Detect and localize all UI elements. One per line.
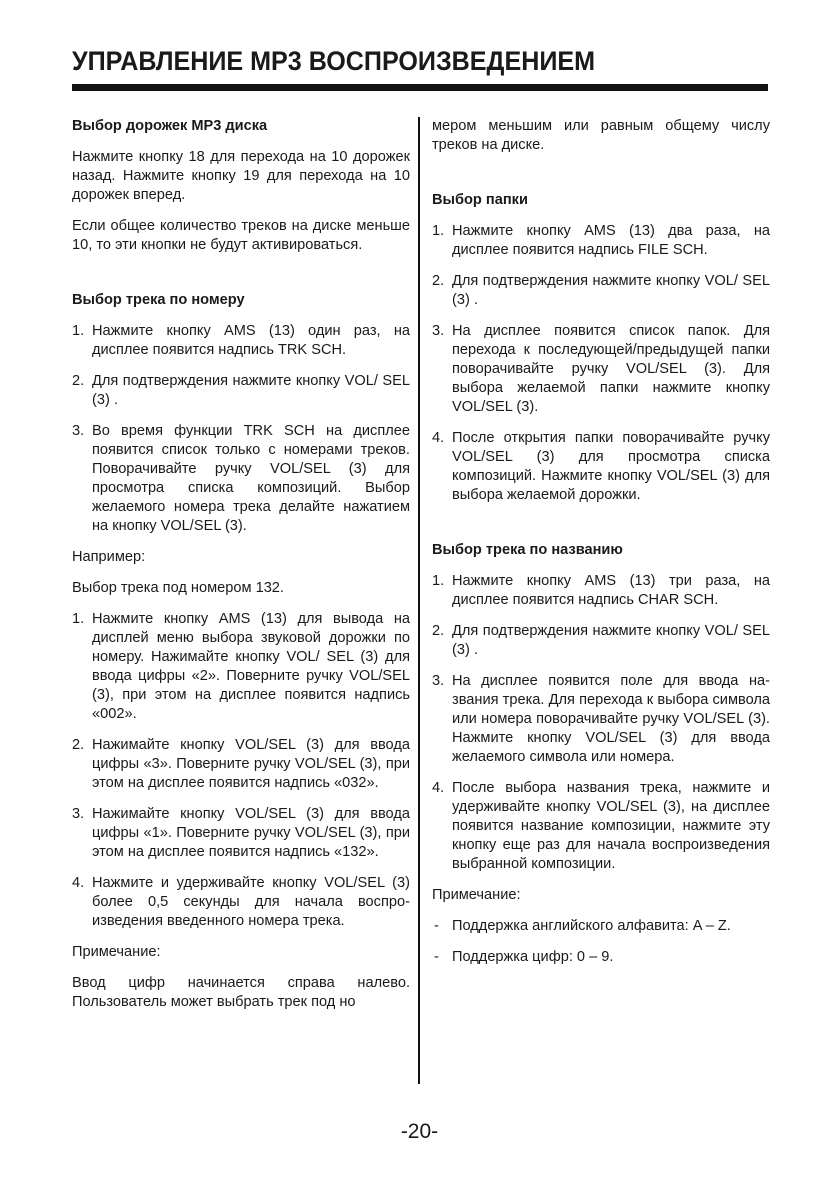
list-text: Для подтверждения нажмите кнопку VOL/ SEL (3) . — [92, 373, 410, 408]
list-text: После открытия папки поворачивайте ручку VOL/SEL (3) для просмотра списка композиций. Нажмите кнопку VOL/SEL (3) для выбора желаемой дорожки. — [452, 430, 770, 503]
list-text: Поддержка английского алфавита: A – Z. — [452, 918, 731, 934]
list-item — [432, 222, 770, 260]
list-text: На дисплее появится поле для ввода названия трека. Для перехода к выбора символа или номера поворачивайте ручку VOL/SEL (3). Нажмите кнопку VOL/SEL (3) для ввода желаемого символа или номера. — [452, 673, 770, 765]
note-label: Примечание: — [432, 887, 521, 903]
list-item — [432, 779, 770, 874]
list-text: Нажмите кнопку AMS (13) один раз, на дисплее появится надпись TRK SCH. — [92, 323, 410, 358]
list-number: 1. — [432, 573, 445, 589]
dash-marker: - — [434, 918, 439, 934]
paragraph: Если общее количество треков на диске меньше 10, то эти кнопки не будут активироваться. — [72, 218, 410, 253]
list-number: 1. — [72, 323, 85, 339]
section-heading-track-by-number: Выбор трека по номеру — [72, 292, 245, 308]
note-label: Примечание: — [72, 944, 161, 960]
list-item — [72, 372, 410, 410]
section-heading-folder: Выбор папки — [432, 192, 528, 208]
list-text: Нажмите кнопку AMS (13) для вывода на дисплей меню выбора звуковой дорожки по номеру. Нажимайте кнопку VOL/ SEL (3) для ввода цифры «2». Поверните ручку VOL/SEL (3), при этом на дисплее появится надпись «002». — [92, 611, 410, 722]
left-column — [72, 117, 410, 1024]
list-number: 4. — [432, 430, 445, 446]
list-text: Для подтверждения нажмите кнопку VOL/ SEL (3) . — [452, 623, 770, 658]
list-text: Нажмите кнопку AMS (13) два раза, на дисплее появится надпись FILE SCH. — [452, 223, 770, 258]
list-text: Нажмите и удерживайте кнопку VOL/SEL (3) более 0,5 секунды для начала воспроизведения введенного номера трека. — [92, 875, 410, 929]
list-text: Поддержка цифр: 0 – 9. — [452, 949, 614, 965]
list-number: 4. — [72, 875, 85, 891]
example-title: Выбор трека под номером 132. — [72, 580, 284, 596]
numbered-list — [432, 222, 770, 505]
paragraph: Нажмите кнопку 18 для перехода на 10 дорожек назад. Нажмите кнопку 19 для перехода на 10 дорожек вперед. — [72, 149, 410, 203]
list-item — [72, 422, 410, 536]
list-number: 2. — [432, 273, 445, 289]
list-text: Нажимайте кнопку VOL/SEL (3) для ввода цифры «1». Поверните ручку VOL/SEL (3), при этом на дисплее появится надпись «132». — [92, 806, 410, 860]
example-list — [72, 610, 410, 931]
note-text: Ввод цифр начинается справа налево. Пользователь может выбрать трек под но — [72, 975, 410, 1010]
list-item — [72, 610, 410, 724]
title-underline — [72, 84, 768, 91]
example-label: Например: — [72, 549, 146, 565]
list-item — [72, 322, 410, 360]
list-number: 3. — [432, 673, 445, 689]
list-item — [432, 917, 770, 936]
list-number: 2. — [432, 623, 445, 639]
list-number: 3. — [72, 423, 85, 439]
list-number: 1. — [72, 611, 85, 627]
list-item — [72, 736, 410, 793]
list-number: 1. — [432, 223, 445, 239]
list-text: После выбора названия трека, нажмите и удерживайте кнопку VOL/SEL (3), на дисплее появится название композиции, нажмите эту кнопку еще раз для начала воспроизведения выбранной композиции. — [452, 780, 770, 872]
list-text: На дисплее появится список папок. Для перехода к последующей/предыдущей папки поворачивайте ручку VOL/SEL (3). Для выбора желаемой папки нажмите кнопку VOL/SEL (3). — [452, 323, 770, 415]
continuation-text: мером меньшим или равным общему числу треков на диске. — [432, 118, 770, 153]
list-item — [72, 874, 410, 931]
right-column — [432, 117, 770, 979]
column-divider — [418, 117, 420, 1084]
section-heading-track-by-name: Выбор трека по названию — [432, 542, 623, 558]
list-number: 2. — [72, 737, 85, 753]
list-number: 4. — [432, 780, 445, 796]
list-text: Нажимайте кнопку VOL/SEL (3) для ввода цифры «3». Поверните ручку VOL/SEL (3), при этом на дисплее появится надпись «032». — [92, 737, 410, 791]
list-text: Нажмите кнопку AMS (13) три раза, на дисплее появится надпись CHAR SCH. — [452, 573, 770, 608]
dash-marker: - — [434, 949, 439, 965]
list-item — [432, 622, 770, 660]
list-item — [432, 948, 770, 967]
list-number: 2. — [72, 373, 85, 389]
section-heading-disc-tracks: Выбор дорожек МР3 диска — [72, 118, 268, 134]
list-number: 3. — [432, 323, 445, 339]
list-item — [432, 429, 770, 505]
bullet-list — [432, 917, 770, 967]
list-item — [432, 322, 770, 417]
list-item — [72, 805, 410, 862]
list-item — [432, 672, 770, 767]
list-text: Для подтверждения нажмите кнопку VOL/ SEL (3) . — [452, 273, 770, 308]
list-item — [432, 572, 770, 610]
page-title: УПРАВЛЕНИЕ МР3 ВОСПРОИЗВЕДЕНИЕМ — [72, 46, 596, 76]
list-number: 3. — [72, 806, 85, 822]
numbered-list — [432, 572, 770, 874]
list-item — [432, 272, 770, 310]
page-number: -20- — [400, 1120, 439, 1143]
list-text: Во время функции TRK SCH на дисплее появится список только с номерами треков. Поворачивайте ручку VOL/SEL (3) для просмотра списка композиций. Выбор желаемого номера трека делайте нажатием на кнопку VOL/SEL (3). — [92, 423, 410, 534]
numbered-list — [72, 322, 410, 536]
